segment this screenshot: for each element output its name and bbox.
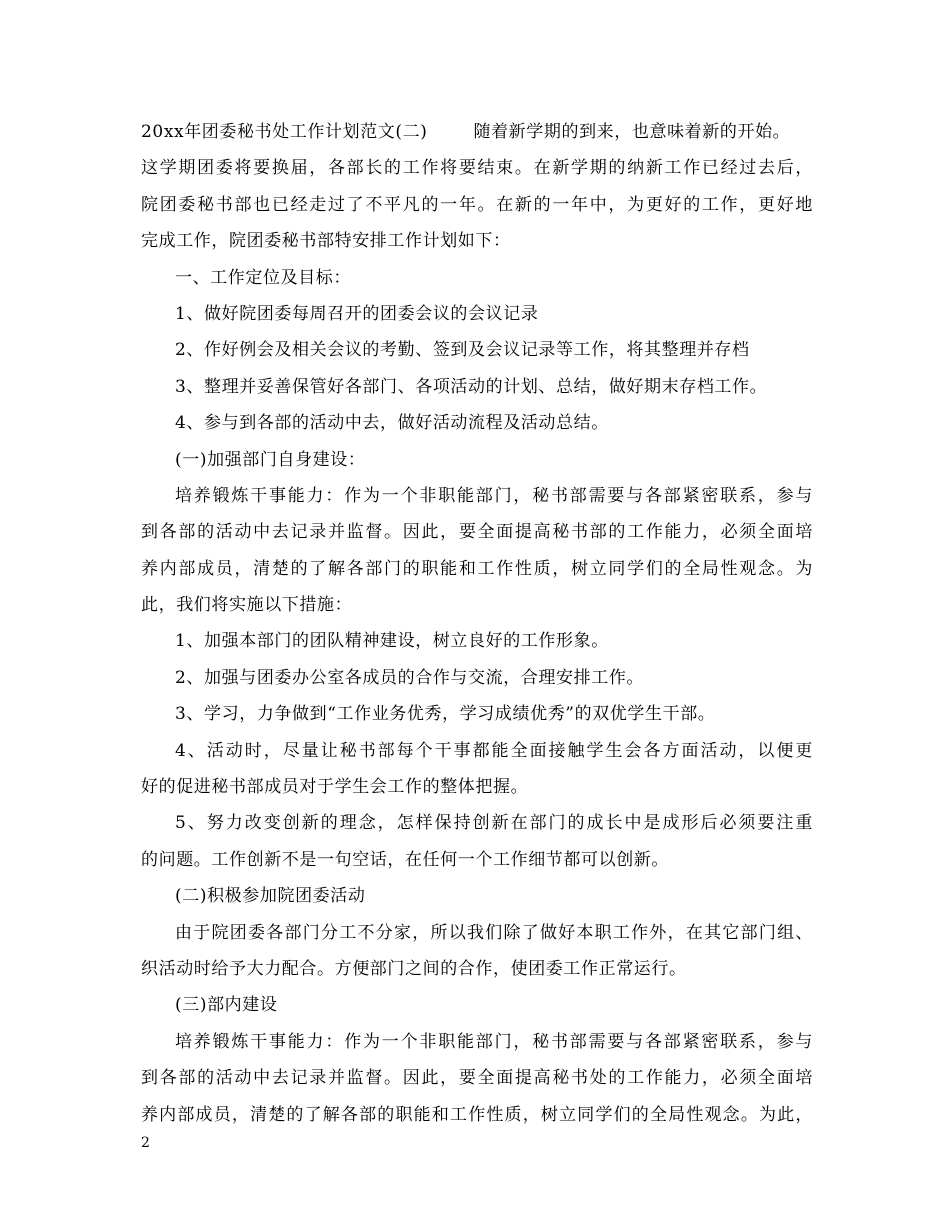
paragraph-line: 培养锻炼干事能力：作为一个非职能部门，秘书部需要与各部紧密联系，参与 <box>175 1031 813 1052</box>
paragraph-line: 此，我们将实施以下措施： <box>141 595 353 616</box>
paragraph-line: 到各部的活动中去记录并监督。因此，要全面提高秘书部的工作能力，必须全面培 <box>141 522 813 543</box>
paragraph-line: 养内部成员，清楚的了解各部的职能和工作性质，树立同学们的全局性观念。为此， <box>141 1104 813 1125</box>
list-item: 1、做好院团委每周召开的团委会议的会议记录 <box>175 303 539 324</box>
title-line <box>141 114 813 150</box>
list-item: 3、学习，力争做到“工作业务优秀，学习成绩优秀”的双优学生干部。 <box>175 704 716 725</box>
list-item: 5、努力改变创新的理念，怎样保持创新在部门的成长中是成形后必须要注重 <box>175 813 813 834</box>
subsection-heading: (三)部内建设 <box>175 995 278 1016</box>
subsection-heading: (一)加强部门自身建设： <box>175 449 366 470</box>
paragraph-line: 好的促进秘书部成员对于学生会工作的整体把握。 <box>141 777 529 798</box>
list-item: 3、整理并妥善保管好各部门、各项活动的计划、总结，做好期末存档工作。 <box>175 376 768 397</box>
list-item: 2、加强与团委办公室各成员的合作与交流，合理安排工作。 <box>175 667 645 688</box>
paragraph-line: 随着新学期的到来，也意味着新的开始。 <box>473 122 791 142</box>
paragraph-line: 院团委秘书部也已经走过了不平凡的一年。在新的一年中，为更好的工作，更好地 <box>141 194 813 215</box>
paragraph-line: 养内部成员，清楚的了解各部门的职能和工作性质，树立同学们的全局性观念。为 <box>141 558 813 579</box>
document-body <box>141 114 813 1133</box>
list-item: 2、作好例会及相关会议的考勤、签到及会议记录等工作，将其整理并存档 <box>175 340 750 361</box>
document-title: 20xx年团委秘书处工作计划范文(二) <box>141 122 428 142</box>
page-number: 2 <box>141 1135 150 1151</box>
subsection-heading: (二)积极参加院团委活动 <box>175 886 366 907</box>
section-heading: 一、工作定位及目标： <box>175 267 351 288</box>
paragraph-line: 织活动时给予大力配合。方便部门之间的合作，使团委工作正常运行。 <box>141 958 687 979</box>
paragraph-line: 由于院团委各部门分工不分家，所以我们除了做好本职工作外，在其它部门组、 <box>175 922 813 943</box>
list-item: 4、参与到各部的活动中去，做好活动流程及活动总结。 <box>175 413 609 434</box>
paragraph-line: 这学期团委将要换届，各部长的工作将要结束。在新学期的纳新工作已经过去后， <box>141 158 813 179</box>
list-item: 4、活动时，尽量让秘书部每个干事都能全面接触学生会各方面活动，以便更 <box>175 740 813 761</box>
paragraph-line: 完成工作，院团委秘书部特安排工作计划如下： <box>141 231 511 252</box>
paragraph-line: 培养锻炼干事能力：作为一个非职能部门，秘书部需要与各部紧密联系，参与 <box>175 485 813 506</box>
paragraph-line: 到各部的活动中去记录并监督。因此，要全面提高秘书处的工作能力，必须全面培 <box>141 1068 813 1089</box>
paragraph-line: 的问题。工作创新不是一句空话，在任何一个工作细节都可以创新。 <box>141 849 669 870</box>
list-item: 1、加强本部门的团队精神建设，树立良好的工作形象。 <box>175 631 609 652</box>
